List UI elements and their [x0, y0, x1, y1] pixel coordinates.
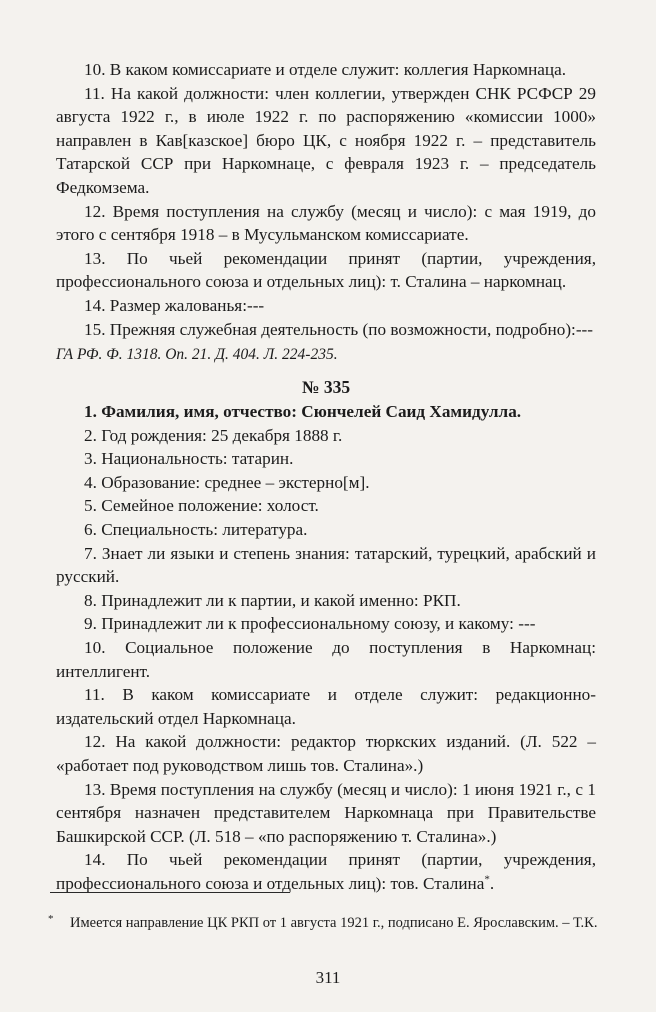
- doc-item-6: 6. Специальность: литература.: [84, 519, 308, 539]
- doc-item-10: 10. Социальное положение до поступления в Наркомнац: интеллигент.: [56, 637, 596, 681]
- doc-item-8: 8. Принадлежит ли к партии, и какой именно: РКП.: [84, 590, 461, 610]
- doc-item-11: 11. В каком комиссариате и отделе служит: редакционно-издательский отдел Наркомнаца.: [56, 685, 596, 728]
- item-13: 13. По чьей рекомендации принят (партии, учреждения, профессионального союза и отдельных лиц): т. Сталина – наркомнац.: [56, 248, 596, 292]
- doc-item-12: 12. На какой должности: редактор тюркских изданий. (Л. 522 – «работает под руководством лишь тов. Сталина».): [56, 732, 596, 775]
- page-number: 311: [315, 968, 341, 987]
- item-11: 11. На какой должности: член коллегии, утвержден СНК РСФСР 29 августа 1922 г., в июле 1922 г. по распоряжению «комиссии 1000» направлен в Кав[казское] бюро ЦК, с ноября 1922 г. – представитель Татарской ССР при Наркомнаце, с февраля 1923 г. – председатель Федкомзема.: [56, 83, 596, 197]
- doc-item-7: 7. Знает ли языки и степень знания: татарский, турецкий, арабский и русский.: [56, 543, 596, 587]
- item-10: 10. В каком комиссариате и отделе служит: коллегия Наркомнаца.: [84, 60, 567, 79]
- doc-item-3: 3. Национальность: татарин.: [84, 449, 294, 469]
- item-14: 14. Размер жалованья:---: [84, 295, 265, 315]
- footnote-text: Имеется направление ЦК РКП от 1 августа 1921 г., подписано Е. Ярославским. – Т.К.: [70, 915, 598, 931]
- item-12: 12. Время поступления на службу (месяц и число): с мая 1919, до этого с сентября 1918 – в Мусульманском комиссариате.: [56, 201, 596, 245]
- document-335: [56, 376, 596, 895]
- doc-item-14-text: 14. По чьей рекомендации принят (партии, учреждения, профессионального союза и отдельных лиц): тов. Сталина: [56, 850, 596, 893]
- doc-item-2: 2. Год рождения: 25 декабря 1888 г.: [84, 425, 343, 445]
- doc-item-9: 9. Принадлежит ли к профессиональному союзу, и какому: ---: [84, 614, 536, 634]
- doc-item-4: 4. Образование: среднее – экстерно[м].: [84, 472, 370, 492]
- footnote-reference-mark: *: [484, 873, 490, 886]
- document-number-heading: № 335: [301, 377, 351, 397]
- archive-source-reference: ГА РФ. Ф. 1318. Оп. 21. Д. 404. Л. 224-235.: [56, 346, 338, 364]
- doc-item-14: 14. По чьей рекомендации принят (партии, учреждения, профессионального союза и отдельных лиц): тов. Сталина*.: [56, 850, 596, 893]
- item-15: 15. Прежняя служебная деятельность (по возможности, подробно):---: [84, 319, 594, 339]
- footnote-divider: [50, 892, 290, 893]
- doc-item-13: 13. Время поступления на службу (месяц и число): 1 июня 1921 г., с 1 сентября назначен представителем Наркомнаца при Правительстве Башкирской ССР. (Л. 518 – «по распоряжению т. Сталина».): [56, 779, 596, 846]
- previous-document-continuation: [56, 58, 596, 366]
- footnote-mark: *: [48, 913, 54, 925]
- doc-item-1: 1. Фамилия, имя, отчество: Сюнчелей Саид Хамидулла.: [84, 402, 522, 421]
- footnote: [50, 913, 598, 934]
- doc-item-5: 5. Семейное положение: холост.: [84, 496, 319, 516]
